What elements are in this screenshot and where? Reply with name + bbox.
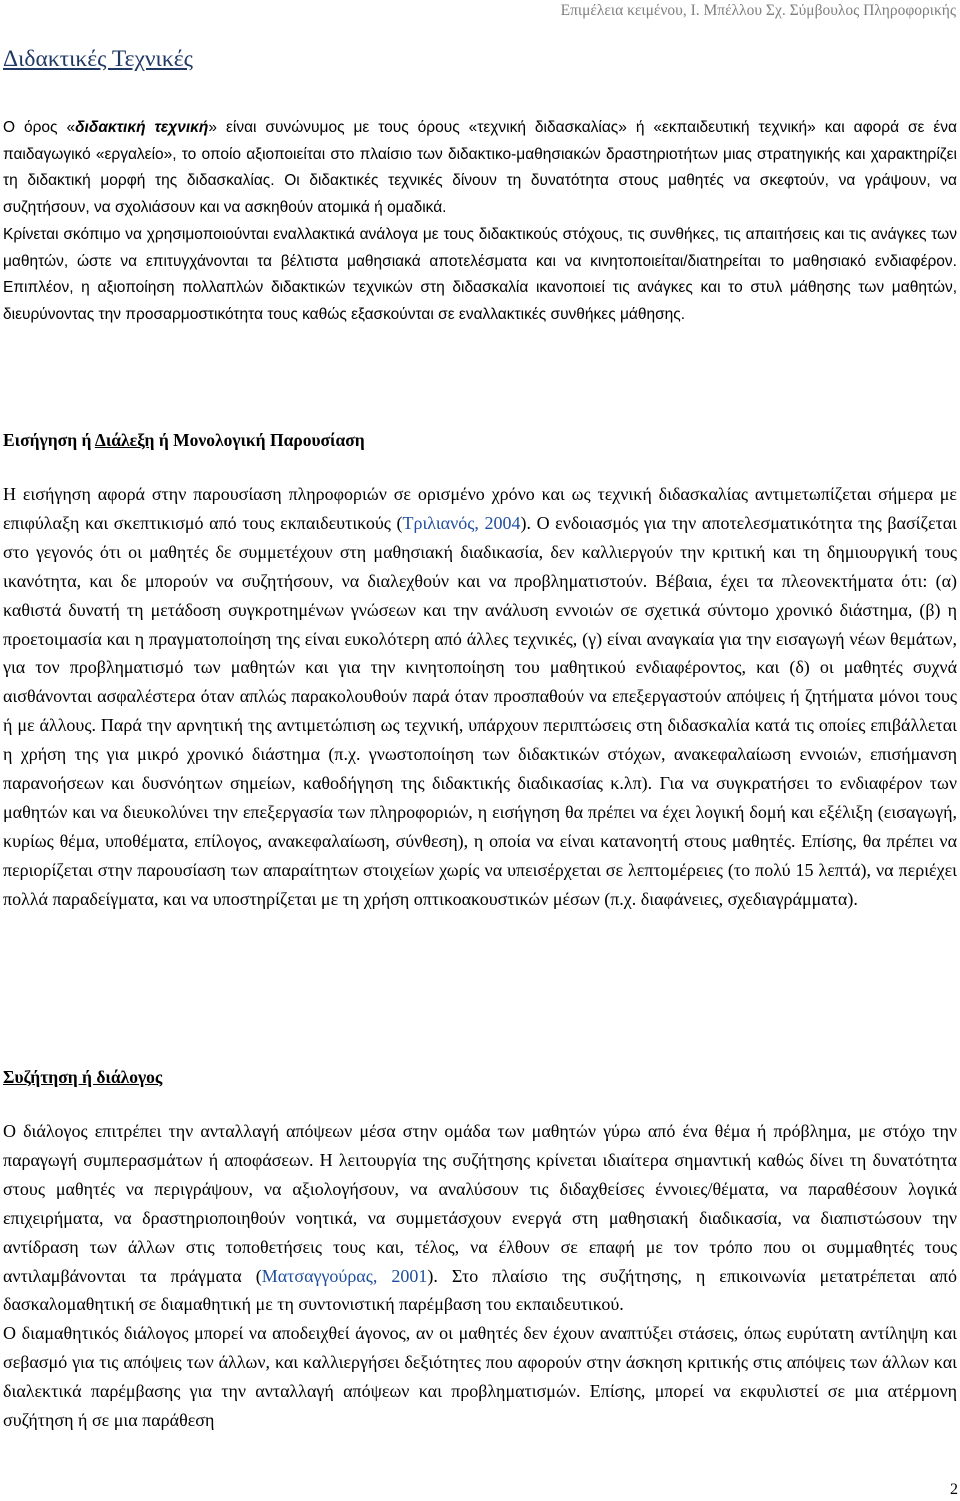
dialogue-body xyxy=(3,1117,957,1435)
running-header: Επιμέλεια κειμένου, Ι. Μπέλλου Σχ. Σύμβουλος Πληροφορικής xyxy=(560,2,956,19)
lecture-section xyxy=(3,428,957,914)
lecture-paragraph: Η εισήγηση αφορά στην παρουσίαση πληροφοριών σε ορισμένο χρόνο και ως τεχνική διδασκαλίας αντιμετωπίζεται σήμερα με επιφύλαξη και σκεπτικισμό από τους εκπαιδευτικούς (Τριλιανός, 2004). Ο ενδοιασμός για την αποτελεσματικότητα της βασίζεται στο γεγονός ότι οι μαθητές δε συμμετέχουν στη μαθησιακή διαδικασία, δεν καλλιεργούν την κριτική και τη δημιουργική τους ικανότητα, και δε μπορούν να συζητήσουν, να διαλεχθούν και να προβληματιστούν. Βέβαια, έχει τα πλεονεκτήματα ότι: (α) καθιστά δυνατή τη μετάδοση συγκροτημένων γνώσεων και την ανάλυση εννοιών σε σχετικά σύντομο χρονικό διάστημα, (β) η προετοιμασία και η πραγματοποίηση της είναι ευκολότερη από άλλες τεχνικές, (γ) είναι αναγκαία για την εισαγωγή νέων θεμάτων, για τον προβληματισμό των μαθητών και για την κινητοποίηση του μαθητικού ενδιαφέροντος, και (δ) οι μαθητές συχνά αισθάνονται ασφαλέστερα όταν απλώς παρακολουθούν παρά όταν προσπαθούν να επεξεργαστούν απόψεις ή ζητήματα μόνοι τους ή με άλλους. Παρά την αρνητική της αντιμετώπιση ως τεχνική, υπάρχουν περιπτώσεις στη διδασκαλία κατά τις οποίες επιβάλλεται η χρήση της για μικρό χρονικό διάστημα (π.χ. γνωστοποίηση των διδακτικών στόχων, ανακεφαλαίωση εννοιών, επισήμανση παρανοήσεων και δυσνόητων σημείων, καθοδήγηση της διδακτικής διαδικασίας κ.λπ). Για να συγκρατήσει το ενδιαφέρον των μαθητών και να διευκολύνει την επεξεργασία των πληροφοριών, η εισήγηση θα πρέπει να έχει λογική δομή και εξέλιξη (εισαγωγή, κυρίως θέμα, υποθέματα, επίλογος, ανακεφαλαίωση, σύνθεση), η οποία να είναι κατανοητή στους μαθητές. Επίσης, θα πρέπει να περιορίζεται στην παρουσίαση των απαραίτητων στοιχείων χωρίς να υπεισέρχεται σε λεπτομέρειες (το πολύ 15 λεπτά), να περιέχει πολλά παραδείγματα, και να υποστηρίζεται με τη χρήση οπτικοακουστικών μέσων (π.χ. διαφάνειες, σχεδιαγράμματα). xyxy=(3,484,958,909)
dialogue-section xyxy=(3,1065,957,1435)
key-term: διδακτική τεχνική xyxy=(75,119,209,136)
intro-section xyxy=(3,115,957,329)
intro-paragraph-2: Κρίνεται σκόπιμο να χρησιμοποιούνται εναλλακτικά ανάλογα με τους διδακτικούς στόχους, τις συνθήκες, τις απαιτήσεις και τις ανάγκες των μαθητών, ώστε να επιτυγχάνονται τα βέλτιστα μαθησιακά αποτελέσματα και να κινητοποιείται/διατηρείται το μαθησιακό ενδιαφέρον. Επιπλέον, η αξιοποίηση πολλαπλών διδακτικών τεχνικών στη διδασκαλία ικανοποιεί τις ανάγκες και το στυλ μάθησης των μαθητών, διευρύνοντας την προσαρμοστικότητα τους καθώς εξασκούνται σε εναλλακτικές συνθήκες μάθησης. xyxy=(3,225,957,323)
lecture-body xyxy=(3,480,957,914)
page-number: 2 xyxy=(950,1481,958,1498)
citation-link[interactable]: Ματσαγγούρας, 2001 xyxy=(261,1265,428,1286)
dialogue-paragraph-2: Ο διαμαθητικός διάλογος μπορεί να αποδειχθεί άγονος, αν οι μαθητές δεν έχουν αναπτύξει στάσεις, όπως ευρύτατη αντίληψη και σεβασμό για τις απόψεις των άλλων, και καλλιεργήσει δεξιότητες που αφορούν στην άσκηση κριτικής στις απόψεις των άλλων και διαλεκτικά παρέμβασης για την ανταλλαγή απόψεων και προβληματισμών. Επίσης, μπορεί να εκφυλιστεί σε μια ατέρμονη συζήτηση ή σε μια παράθεση xyxy=(3,1323,957,1431)
intro-paragraph-1: Ο όρος «διδακτική τεχνική» είναι συνώνυμος με τους όρους «τεχνική διδασκαλίας» ή «εκπαιδευτική τεχνική» και αφορά σε ένα παιδαγωγικό «εργαλείο», το οποίο αξιοποιείται στο πλαίσιο των διδακτικο-μαθησιακών δραστηριοτήτων μιας στρατηγικής και χαρακτηρίζει τη διδακτική μορφή της διδασκαλίας. Οι διδακτικές τεχνικές δίνουν τη δυνατότητα στους μαθητές να σκεφτούν, να γράψουν, να συζητήσουν, να σχολιάσουν και να ασκηθούν ατομικά ή ομαδικά. xyxy=(3,119,958,217)
page-title: Διδακτικές Τεχνικές xyxy=(3,46,193,72)
section-heading-lecture: Εισήγηση ή Διάλεξη ή Μονολογική Παρουσίαση xyxy=(3,430,365,450)
section-heading-dialogue: Συζήτηση ή διάλογος xyxy=(3,1067,163,1087)
dialogue-paragraph-1: Ο διάλογος επιτρέπει την ανταλλαγή απόψεων μέσα στην ομάδα των μαθητών γύρω από ένα θέμα ή πρόβλημα, με στόχο την παραγωγή συμπερασμάτων ή αποφάσεων. Η λειτουργία της συζήτησης κρίνεται ιδιαίτερα σημαντική καθώς δίνει τη δυνατότητα στους μαθητές να περιγράψουν, να αξιολογήσουν, να αναλύσουν τις διδαχθείσες έννοιες/θέματα, να παραθέσουν λογικά επιχειρήματα, να δραστηριοποιηθούν νοητικά, να συμμετάσχουν ενεργά στη μαθησιακή διαδικασία, να διαπιστώσουν την αντίδραση των άλλων στις τοποθετήσεις τους και, τέλος, να έλθουν σε επαφή με τον τρόπο που οι συμμαθητές τους αντιλαμβάνονται τα πράγματα (Ματσαγγούρας, 2001). Στο πλαίσιο της συζήτησης, η επικοινωνία μετατρέπεται από δασκαλομαθητική σε διαμαθητική με τη συντονιστική παρέμβαση του εκπαιδευτικού. xyxy=(3,1121,957,1315)
citation-link[interactable]: Τριλιανός, 2004 xyxy=(402,512,521,533)
